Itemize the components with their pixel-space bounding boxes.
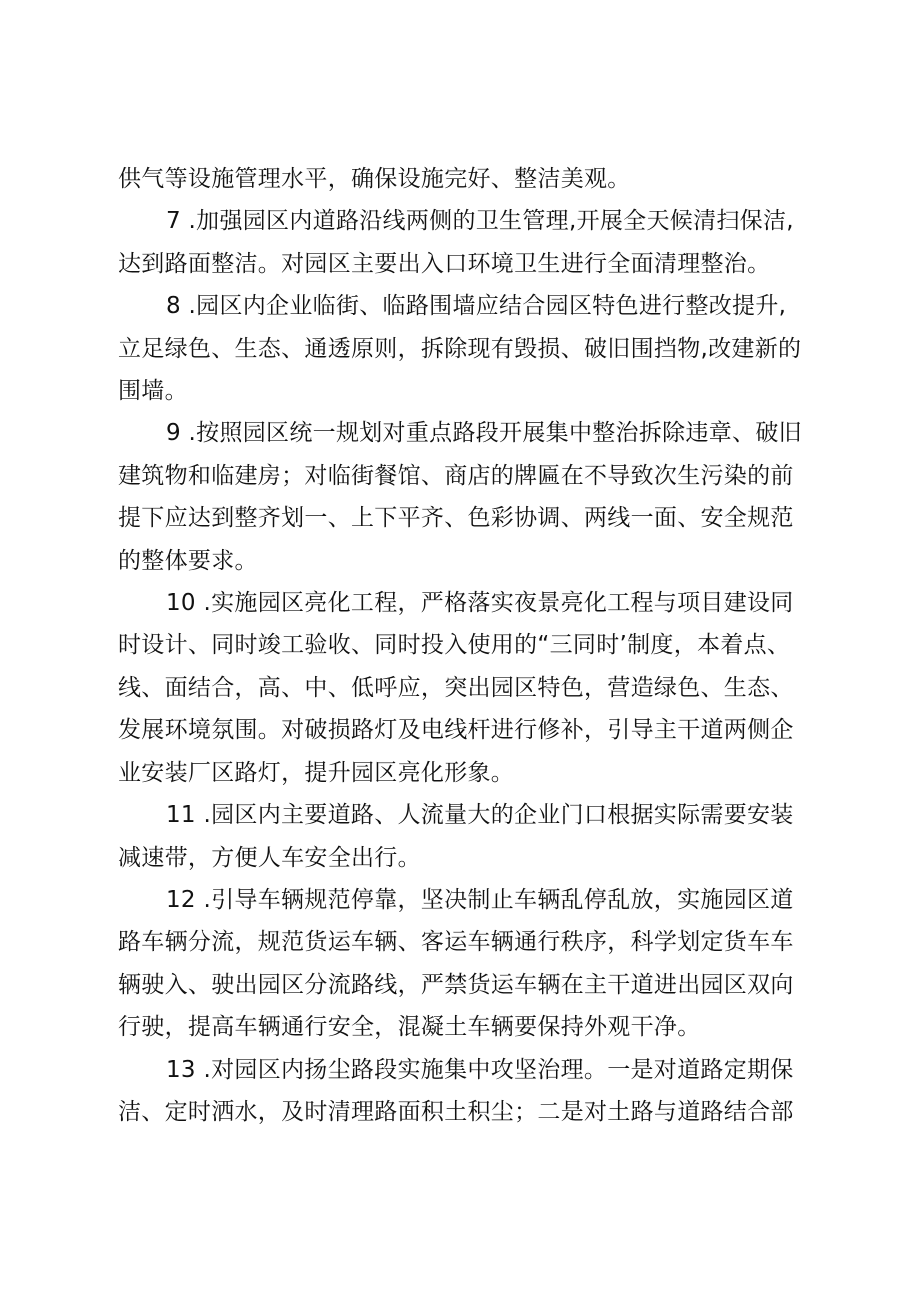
text-line: 达到路面整洁。对园区主要出入口环境卫生进行全面清理整治。 bbox=[118, 250, 771, 277]
paragraph-item-7 bbox=[118, 200, 818, 285]
text-line: 7 .加强园区内道路沿线两侧的卫生管理,开展全天候清扫保洁, bbox=[166, 208, 794, 235]
text-line: 11 .园区内主要道路、人流量大的企业门口根据实际需要安装 bbox=[166, 802, 794, 829]
text-line: 供气等设施管理水平，确保设施完好、整洁美观。 bbox=[118, 166, 631, 192]
text-line: 10 .实施园区亮化工程，严格落实夜景亮化工程与项目建设同 bbox=[166, 590, 794, 617]
text-line: 8 .园区内企业临街、临路围墙应结合园区特色进行整改提升, bbox=[166, 293, 787, 320]
text-line: 13 .对园区内扬尘路段实施集中攻坚治理。一是对道路定期保 bbox=[166, 1056, 794, 1083]
text-line: 洁、定时洒水，及时清理路面积土积尘；二是对土路与道路结合部 bbox=[118, 1098, 794, 1125]
text-line: 路车辆分流，规范货运车辆、客运车辆通行秩序，科学划定货车车 bbox=[118, 929, 794, 956]
text-line: 9 .按照园区统一规划对重点路段开展集中整治拆除违章、破旧 bbox=[166, 420, 802, 447]
paragraph-item-8 bbox=[118, 285, 818, 412]
document-body bbox=[118, 158, 818, 1133]
text-line: 减速带，方便人车安全出行。 bbox=[118, 844, 421, 871]
text-line: 12 .引导车辆规范停靠，坚决制止车辆乱停乱放，实施园区道 bbox=[166, 886, 794, 913]
text-line: 辆驶入、驶出园区分流路线，严禁货运车辆在主干道进出园区双向 bbox=[118, 971, 794, 998]
text-line: 时设计、同时竣工验收、同时投入使用的“三同时’制度，本着点、 bbox=[118, 632, 791, 659]
text-line: 建筑物和临建房；对临街餐馆、商店的牌匾在不导致次生污染的前 bbox=[118, 462, 794, 489]
paragraph-item-13 bbox=[118, 1049, 818, 1134]
text-line: 线、面结合，高、中、低呼应，突出园区特色，营造绿色、生态、 bbox=[118, 674, 794, 701]
text-line: 行驶，提高车辆通行安全，混凝土车辆要保持外观干净。 bbox=[118, 1014, 701, 1041]
paragraph-item-12 bbox=[118, 879, 818, 1049]
text-line: 立足绿色、生态、通透原则，拆除现有毁损、破旧围挡物,改建新的 bbox=[118, 335, 802, 362]
text-line: 发展环境氛围。对破损路灯及电线杆进行修补，引导主干道两侧企 bbox=[118, 717, 794, 744]
text-line: 围墙。 bbox=[118, 378, 188, 405]
text-line: 业安装厂区路灯，提升园区亮化形象。 bbox=[118, 759, 515, 786]
paragraph-item-10 bbox=[118, 582, 818, 794]
paragraph-item-9 bbox=[118, 412, 818, 582]
text-line: 提下应达到整齐划一、上下平齐、色彩协调、两线一面、安全规范 bbox=[118, 505, 794, 532]
paragraph-continuation bbox=[118, 158, 818, 200]
text-line: 的整体要求。 bbox=[118, 547, 258, 574]
paragraph-item-11 bbox=[118, 794, 818, 879]
